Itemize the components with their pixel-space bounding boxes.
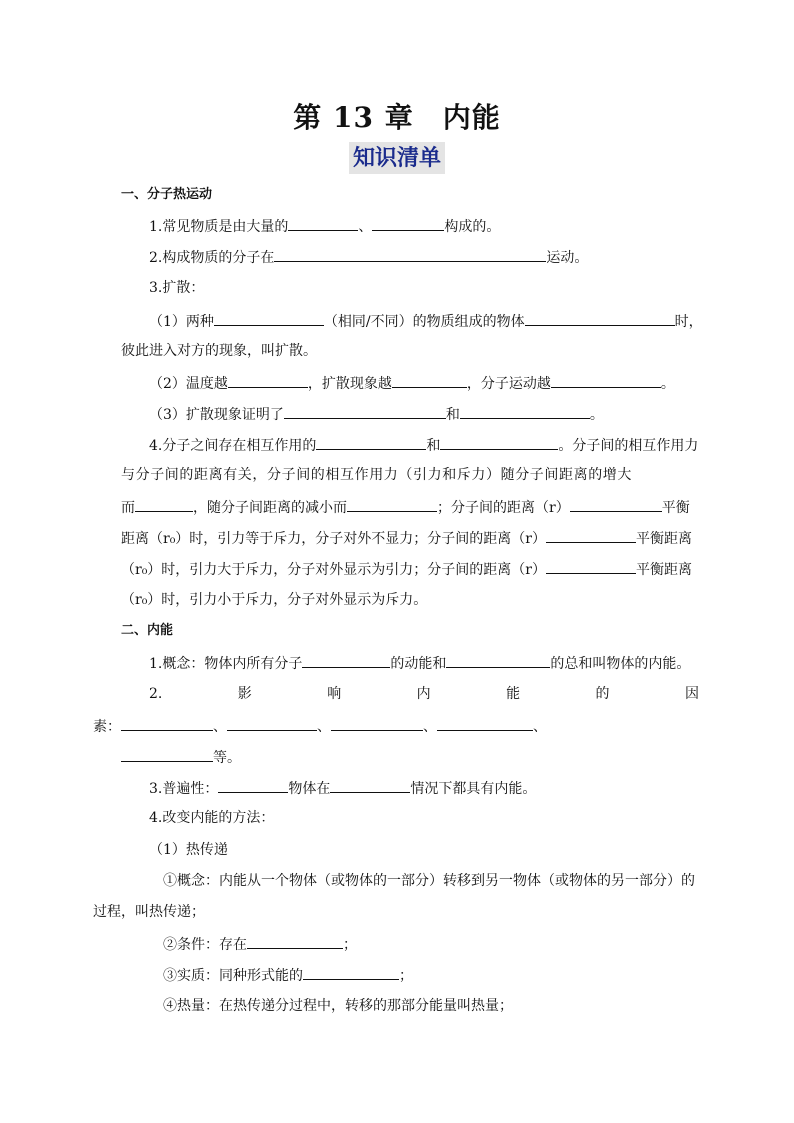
blank[interactable]: [284, 403, 446, 419]
concept-4-1-ii: ②条件：存在 ；: [0, 933, 794, 955]
blank[interactable]: [247, 933, 343, 949]
blank[interactable]: [570, 496, 662, 512]
blank[interactable]: [227, 715, 317, 731]
blank[interactable]: [330, 777, 410, 793]
question-4-line-2: 与分子间的距离有关，分子间的相互作用力（引力和斥力）随分子间距离的增大: [121, 467, 632, 483]
blank[interactable]: [446, 652, 550, 668]
concept-4: 4.改变内能的方法：: [149, 810, 275, 826]
blank[interactable]: [525, 310, 675, 326]
blank[interactable]: [302, 652, 390, 668]
question-4-line-3: 而 ，随分子间距离的减小而 ；分子间的距离（r） 平衡: [0, 496, 794, 518]
blank[interactable]: [551, 372, 661, 388]
blank[interactable]: [303, 964, 399, 980]
question-4-line-6: （r₀）时，引力小于斥力，分子对外显示为斥力。: [121, 592, 428, 608]
blank[interactable]: [218, 777, 288, 793]
question-3-heading: 3.扩散：: [149, 280, 205, 296]
question-3-2: （2）温度越 ，扩散现象越 ，分子运动越 。: [0, 372, 794, 394]
concept-2-spread: 2. 影 响 内 能 的 因: [149, 686, 699, 702]
section-heading-internal-energy: 二、内能: [121, 623, 174, 638]
question-4: 4.分子之间存在相互作用的 和 。分子间的相互作用力: [0, 434, 794, 456]
concept-4-1-iii: ③实质：同种形式能的 ；: [0, 964, 794, 986]
question-3-1: （1）两种 （相同/不同）的物质组成的物体 时，: [0, 310, 794, 332]
question-4-line-5: （r₀）时，引力大于斥力，分子对外显示为引力；分子间的距离（r） 平衡距离: [0, 558, 794, 580]
concept-2-factors: 素： 、 、 、 、: [0, 715, 794, 737]
concept-2-end: 等。: [0, 746, 794, 768]
concept-1: 1.概念：物体内所有分子 的动能和 的总和叫物体的内能。: [0, 652, 794, 674]
question-1: 1.常见物质是由大量的 、 构成的。: [0, 215, 794, 237]
blank[interactable]: [372, 215, 444, 231]
section-heading-molecular-motion: 一、分子热运动: [121, 187, 213, 202]
blank[interactable]: [331, 715, 423, 731]
concept-4-1-i-cont: 过程，叫热传递；: [93, 904, 205, 920]
blank[interactable]: [316, 434, 426, 450]
chapter-title: 第 13 章 内能: [293, 101, 501, 134]
blank[interactable]: [347, 496, 437, 512]
blank[interactable]: [546, 527, 636, 543]
blank[interactable]: [288, 215, 358, 231]
concept-4-1-i: ①概念：内能从一个物体（或物体的一部分）转移到另一物体（或物体的另一部分）的: [163, 873, 695, 889]
blank[interactable]: [546, 558, 636, 574]
blank[interactable]: [440, 434, 558, 450]
question-3-3: （3）扩散现象证明了 和 。: [0, 403, 794, 425]
question-2: 2.构成物质的分子在 运动。: [0, 246, 794, 268]
subtitle-wrap: [0, 142, 794, 174]
blank[interactable]: [437, 715, 533, 731]
section-subtitle: 知识清单: [349, 142, 445, 174]
question-4-line-4: 距离（r₀）时，引力等于斥力，分子对外不显力；分子间的距离（r） 平衡距离: [0, 527, 794, 549]
blank[interactable]: [392, 372, 467, 388]
blank[interactable]: [274, 246, 546, 262]
concept-4-1-iv: ④热量：在热传递分过程中，转移的那部分能量叫热量；: [163, 998, 513, 1014]
blank[interactable]: [460, 403, 590, 419]
concept-3: 3.普遍性： 物体在 情况下都具有内能。: [0, 777, 794, 799]
blank[interactable]: [135, 496, 193, 512]
blank[interactable]: [214, 310, 324, 326]
question-3-1-cont: 彼此进入对方的现象，叫扩散。: [121, 343, 317, 359]
blank[interactable]: [121, 715, 213, 731]
blank[interactable]: [121, 746, 213, 762]
blank[interactable]: [228, 372, 308, 388]
concept-4-1: （1）热传递: [149, 842, 228, 858]
